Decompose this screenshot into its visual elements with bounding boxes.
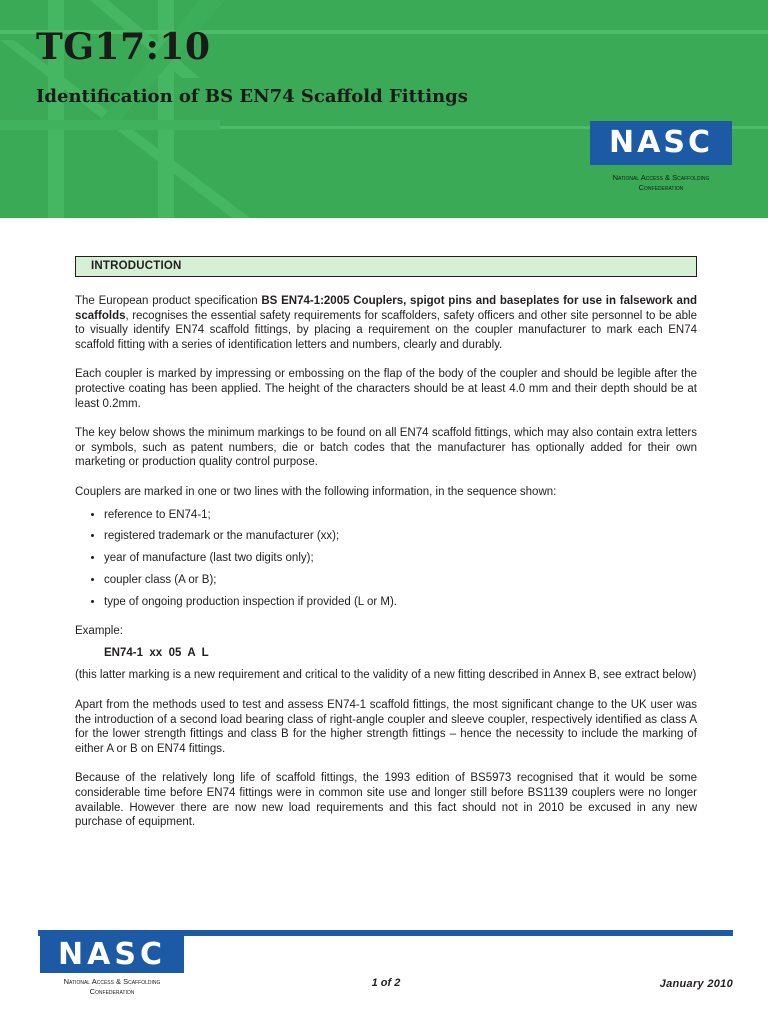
section-heading: INTRODUCTION <box>91 260 182 272</box>
publication-date: January 2010 <box>659 978 733 990</box>
footer-tagline-line-2: Confederation <box>89 987 135 996</box>
footer-logo-tagline <box>36 977 188 997</box>
paragraph-4: Couplers are marked in one or two lines with the following information, in the sequence shown: <box>75 485 557 498</box>
p1-suffix: , recognises the essential safety requirements for scaffolders, safety officers and other site personnel to be able to visually identify EN74 scaffold fittings, by placing a requirement on the coupler manufacturer to mark each EN74 scaffold fitting with a series of identification letters and numbers, clearly and durably. <box>75 309 697 351</box>
page-number: 1 of 2 <box>371 977 401 989</box>
nasc-logo-tagline <box>580 173 742 193</box>
list-item: • year of manufacture (last two digits only); <box>104 551 697 566</box>
list-item: • registered trademark or the manufacturer (xx); <box>104 529 697 544</box>
example-code: EN74-1 xx 05 A L <box>104 646 209 659</box>
paragraph-7: Because of the relatively long life of scaffold fittings, the 1993 edition of BS5973 recognised that it would be some considerable time before EN74 fittings were in common site use and longer still before BS1139 couplers were no longer available. However there are now new load requirements and this fact should not in 2010 be excused in any new purchase of equipment. <box>75 772 697 829</box>
p1-prefix: The European product specification <box>75 295 262 307</box>
tagline-line-2: Confederation <box>638 183 684 192</box>
p1-standard-title: BS EN74-1:2005 Couplers, spigot pins and baseplates for use in falsework and scaffolds <box>75 295 697 322</box>
tagline-line-1: National Access & Scaffolding <box>612 173 710 182</box>
paragraph-1 <box>75 294 697 352</box>
example-label: Example: <box>75 625 123 638</box>
paragraph-3: The key below shows the minimum markings to be found on all EN74 scaffold fittings, which may also contain extra letters or symbols, such as patent numbers, die or batch codes that the manufacturer has optionally added for their own marketing or production quality control purpose. <box>75 427 697 469</box>
footer-nasc-logo: NASC <box>40 936 184 973</box>
nasc-logo: NASC <box>590 121 732 165</box>
footer-tagline-line-1: National Access & Scaffolding <box>63 977 161 986</box>
document-title: Identification of BS EN74 Scaffold Fittings <box>36 86 468 107</box>
list-item: • type of ongoing production inspection if provided (L or M). <box>104 595 697 610</box>
paragraph-2: Each coupler is marked by impressing or embossing on the flap of the body of the coupler and should be legible after the protective coating has been applied. The height of the characters should be at least 4.0 mm and their depth should be at least 0.2mm. <box>75 368 697 410</box>
document-code: TG17:10 <box>36 26 211 68</box>
marking-list <box>75 508 697 610</box>
list-item: • reference to EN74-1; <box>104 508 697 523</box>
body-content <box>75 294 697 845</box>
paragraph-6: Apart from the methods used to test and assess EN74-1 scaffold fittings, the most significant change to the UK user was the introduction of a second load bearing class of right-angle coupler and sleeve coupler, respectively identified as class A for the lower strength fittings and class B for the higher strength fittings – hence the necessity to include the marking of either A or B on EN74 fittings. <box>75 699 697 755</box>
list-item: • coupler class (A or B); <box>104 573 697 588</box>
paragraph-5: (this latter marking is a new requirement and critical to the validity of a new fitting described in Annex B, see extract below) <box>75 669 697 682</box>
section-heading-box <box>75 256 697 277</box>
